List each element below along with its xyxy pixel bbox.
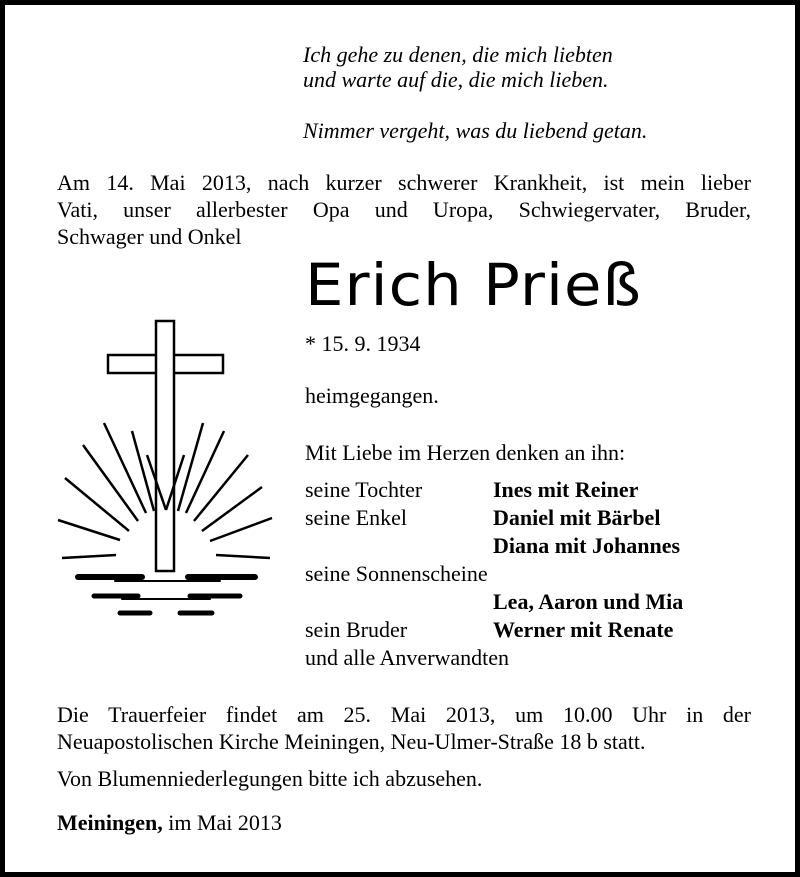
place-name: Meiningen,	[57, 810, 163, 835]
intro-line-3: Schwager und Onkel	[57, 224, 242, 249]
mourner-relation: seine Tochter	[305, 477, 423, 502]
poem-line-2: und warte auf die, die mich lieben.	[303, 67, 609, 92]
intro-line-2: Vati, unser allerbester Opa und Uropa, Schwiegervater, Bruder,	[57, 197, 751, 222]
funeral-line-2: Neuapostolischen Kirche Meiningen, Neu-Ulmer-Straße 18 b statt.	[57, 729, 646, 754]
mourner-names: Ines mit Reiner	[493, 477, 639, 502]
mourners-heading: Mit Liebe im Herzen denken an ihn:	[305, 440, 626, 465]
poem-line-1: Ich gehe zu denen, die mich liebten	[303, 42, 613, 67]
poem-line-3: Nimmer vergeht, was du liebend getan.	[303, 118, 648, 143]
mourner-names: Werner mit Renate	[493, 617, 674, 642]
birth-date: * 15. 9. 1934	[305, 331, 421, 356]
passed-text: heimgegangen.	[305, 383, 439, 408]
relatives-text: und alle Anverwandten	[305, 645, 510, 670]
notice-date: im Mai 2013	[168, 810, 282, 835]
water-waves	[78, 577, 255, 613]
place-date-line	[57, 809, 282, 837]
deceased-name: Erich Prieß	[305, 251, 642, 319]
mourner-names: Diana mit Johannes	[493, 533, 681, 558]
mourner-relation: seine Enkel	[305, 505, 408, 530]
funeral-line-1: Die Trauerfeier findet am 25. Mai 2013, um 10.00 Uhr in der	[57, 702, 751, 727]
cross-sunrise-icon	[50, 315, 285, 625]
flowers-note: Von Blumenniederlegungen bitte ich abzusehen.	[57, 766, 483, 791]
mourner-relation: sein Bruder	[305, 617, 408, 642]
cross-post	[156, 321, 174, 571]
intro-line-1: Am 14. Mai 2013, nach kurzer schwerer Krankheit, ist mein lieber	[57, 170, 751, 195]
mourner-names: Lea, Aaron und Mia	[493, 589, 684, 614]
mourner-relation: seine Sonnenscheine	[305, 561, 488, 586]
mourner-names: Daniel mit Bärbel	[493, 505, 661, 530]
